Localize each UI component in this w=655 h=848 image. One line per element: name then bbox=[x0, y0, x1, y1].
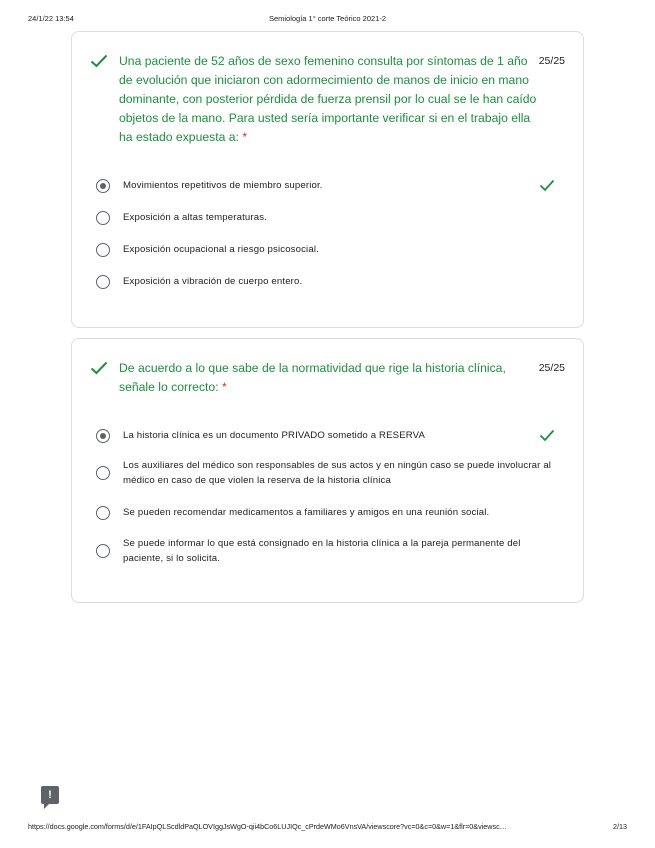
feedback-mark: ! bbox=[48, 789, 52, 801]
check-icon bbox=[539, 179, 555, 192]
radio-button[interactable] bbox=[96, 506, 110, 520]
option-label: Exposición a altas temperaturas. bbox=[123, 212, 267, 223]
radio-button[interactable] bbox=[96, 243, 110, 257]
required-mark: * bbox=[221, 380, 227, 394]
feedback-icon[interactable] bbox=[41, 786, 59, 804]
question-text: Una paciente de 52 años de sexo femenino consulta por síntomas de 1 año de evolución que iniciaron con adormecimiento de manos de inicio en mano dominante, con posterior pérdida de fuerza prensil por lo cual se le han caído objetos de la mano. Para usted sería importante verificar si en el trabajo ella ha estado expuesta a: * bbox=[119, 54, 537, 144]
radio-button-selected[interactable] bbox=[96, 429, 110, 443]
question-card-2 bbox=[71, 338, 584, 603]
check-icon bbox=[539, 429, 555, 442]
print-datetime: 24/1/22 13:54 bbox=[28, 14, 74, 23]
question-text: De acuerdo a lo que sabe de la normatividad que rige la historia clínica, señale lo correcto: * bbox=[119, 361, 506, 394]
required-mark: * bbox=[242, 130, 248, 144]
radio-button[interactable] bbox=[96, 466, 110, 480]
print-footer bbox=[28, 822, 627, 834]
question-card-1 bbox=[71, 31, 584, 328]
option-label: Se puede informar lo que está consignado en la historia clínica a la pareja permanente del paciente, si lo solicita. bbox=[123, 538, 521, 564]
radio-button-selected[interactable] bbox=[96, 179, 110, 193]
radio-button[interactable] bbox=[96, 544, 110, 558]
option-label: Exposición a vibración de cuerpo entero. bbox=[123, 276, 303, 287]
radio-button[interactable] bbox=[96, 275, 110, 289]
question-score: 25/25 bbox=[538, 362, 565, 374]
print-header bbox=[28, 14, 627, 26]
option-label: Los auxiliares del médico son responsables de sus actos y en ningún caso se puede involucrar al médico en caso de que violen la reserva de la historia clínica bbox=[123, 460, 552, 486]
print-title: Semiología 1° corte Teórico 2021-2 bbox=[268, 14, 387, 23]
page-number: 2/13 bbox=[613, 822, 627, 831]
option-label: Exposición ocupacional a riesgo psicosocial. bbox=[123, 244, 319, 255]
print-url: https://docs.google.com/forms/d/e/1FAIpQLScdldPaQLOVIggJsWgO-qii4bCo6LUJIQc_cPrdeWMo6VnsVA/viewscore?vc=0&c=0&w=1&flr=0&viewsc… bbox=[28, 822, 507, 831]
check-icon bbox=[90, 361, 108, 375]
option-label: Movimientos repetitivos de miembro superior. bbox=[123, 180, 323, 191]
check-icon bbox=[90, 54, 108, 68]
option-label: La historia clínica es un documento PRIVADO sometido a RESERVA bbox=[123, 430, 426, 441]
question-score: 25/25 bbox=[538, 55, 565, 67]
option-label: Se pueden recomendar medicamentos a familiares y amigos en una reunión social. bbox=[123, 507, 490, 518]
radio-button[interactable] bbox=[96, 211, 110, 225]
